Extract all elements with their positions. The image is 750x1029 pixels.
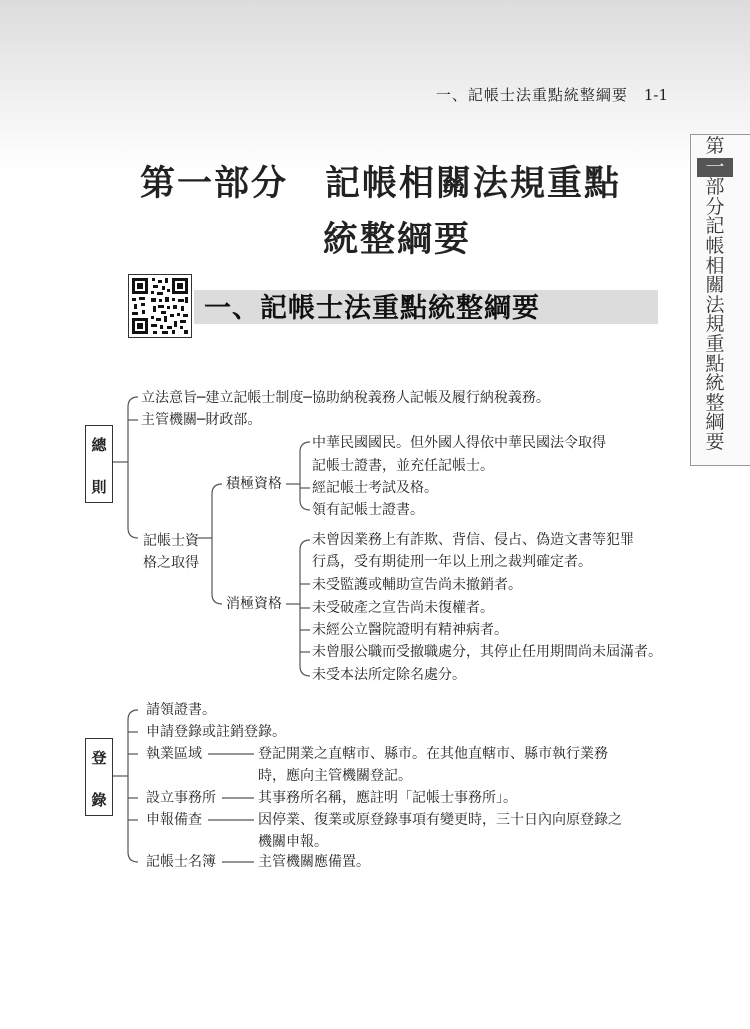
qualification-label-line-2: 格之取得 bbox=[143, 555, 199, 571]
negative-item-line: 未經公立醫院證明有精神病者。 bbox=[312, 622, 508, 638]
negative-qualification-label: 消極資格 bbox=[226, 596, 282, 612]
registration-desc-line: 因停業、復業或原登錄事項有變更時，三十日內向原登錄之 bbox=[258, 812, 622, 828]
running-title: 一、記帳士法重點統整綱要 bbox=[435, 86, 628, 104]
section-title: 一、記帳士法重點統整綱要 bbox=[204, 293, 540, 324]
general-box-char-1: 總 bbox=[91, 436, 107, 454]
general-box-char-2: 則 bbox=[91, 478, 107, 496]
registration-item: 設立事務所 bbox=[146, 790, 216, 806]
negative-item-line: 未受本法所定除名處分。 bbox=[312, 667, 466, 683]
registration-item: 請領證書。 bbox=[146, 702, 216, 718]
positive-item-line: 中華民國國民。但外國人得依中華民國法令取得 bbox=[312, 435, 606, 451]
positive-item-line: 領有記帳士證書。 bbox=[312, 502, 424, 518]
registration-box-char-1: 登 bbox=[91, 749, 107, 767]
part-title-line-1: 第一部分 記帳相關法規重點 bbox=[140, 164, 622, 204]
registration-item: 申請登錄或註銷登錄。 bbox=[146, 724, 286, 740]
registration-item: 申報備查 bbox=[146, 812, 202, 828]
positive-qualification-label: 積極資格 bbox=[226, 476, 282, 492]
part-title-line-2: 統整綱要 bbox=[323, 220, 472, 260]
negative-item-line: 未曾因業務上有詐欺、背信、侵占、偽造文書等犯罪 bbox=[312, 532, 634, 548]
qualification-label-line-1: 記帳士資 bbox=[143, 533, 199, 549]
negative-item-line: 行爲，受有期徒刑一年以上刑之裁判確定者。 bbox=[312, 554, 592, 570]
side-tab-highlight: 一 bbox=[697, 158, 733, 178]
general-provisions-box bbox=[85, 425, 113, 503]
registration-desc-line: 其事務所名稱，應註明「記帳士事務所」。 bbox=[258, 790, 517, 806]
registration-box-char-2: 錄 bbox=[91, 791, 107, 809]
negative-item-line: 未受監護或輔助宣告尚未撤銷者。 bbox=[312, 577, 522, 593]
registration-desc-line: 機關申報。 bbox=[258, 834, 328, 850]
page-number: 1-1 bbox=[643, 86, 668, 104]
side-tab-after: 部分記帳相關法規重點統整綱要 bbox=[705, 176, 725, 453]
positive-item-line: 經記帳士考試及格。 bbox=[312, 480, 438, 496]
competent-authority: 主管機關─財政部。 bbox=[141, 412, 262, 428]
negative-item-line: 未曾服公職而受撤職處分，其停止任用期間尚未屆滿者。 bbox=[312, 644, 662, 660]
registration-box bbox=[85, 738, 113, 816]
registration-desc-line: 登記開業之直轄市、縣市。在其他直轄市、縣市執行業務 bbox=[258, 746, 608, 762]
positive-item-line: 記帳士證書，並充任記帳士。 bbox=[312, 458, 494, 474]
registration-item: 執業區域 bbox=[146, 746, 202, 762]
registration-item: 記帳士名簿 bbox=[146, 854, 216, 870]
side-tab-before: 第 bbox=[705, 135, 725, 157]
registration-desc-line: 時，應向主管機關登記。 bbox=[258, 768, 412, 784]
registration-desc-line: 主管機關應備置。 bbox=[258, 854, 370, 870]
negative-item-line: 未受破產之宣告尚未復權者。 bbox=[312, 600, 494, 616]
legislative-intent: 立法意旨─建立記帳士制度─協助納稅義務人記帳及履行納稅義務。 bbox=[141, 390, 550, 406]
